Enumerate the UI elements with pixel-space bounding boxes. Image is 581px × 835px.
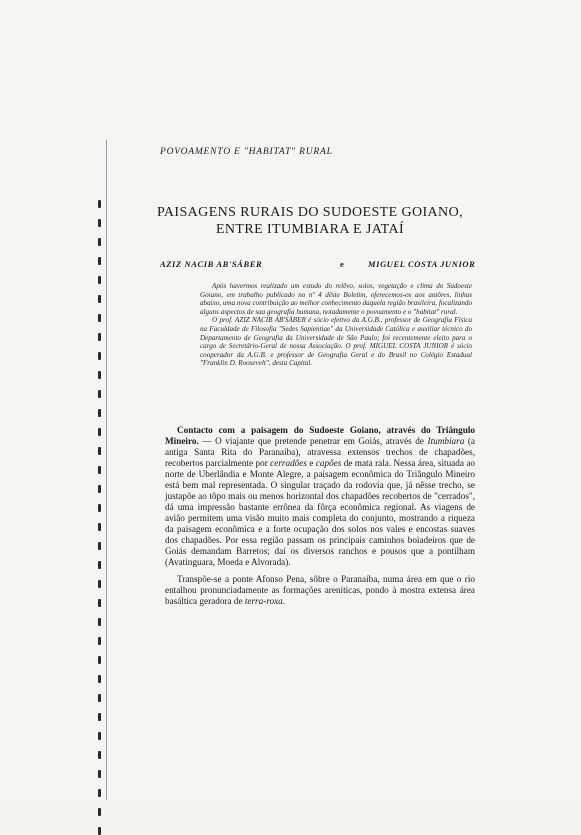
binding-edge <box>106 140 107 800</box>
binding-hole <box>98 599 101 607</box>
author-conjunction: e <box>340 259 345 269</box>
term-italic: cerradões <box>270 458 307 468</box>
binding-holes <box>96 140 106 800</box>
binding-hole <box>98 656 101 664</box>
binding-hole <box>98 694 101 702</box>
author-second: MIGUEL COSTA JUNIOR <box>368 259 476 269</box>
binding-hole <box>98 219 101 227</box>
binding-hole <box>98 352 101 360</box>
place-name-italic: Itumbiara <box>427 436 465 446</box>
binding-hole <box>98 789 101 797</box>
binding-hole <box>98 371 101 379</box>
body-text-run: . <box>282 596 286 606</box>
abstract-paragraph-2: O prof. AZIZ NACIB AB'SÁBER é sócio efetivo da A.G.B., professor de Geografia Física na Faculdade de Filosofia "Sedes Sapientiae" da Universidade Católica e auxiliar técnico do Departamento de Geografia da Universidade de São Paulo; foi recentemente eleito para o cargo de Secretário-Geral de nossa Associação. O prof. MIGUEL COSTA JUNIOR é sócio cooperador da A.G.B. e professor de Geografia Geral e do Brasil no Colégio Estadual "Franklin D. Roosevelt", desta Capital. <box>200 316 472 368</box>
body-text-run: de mata rala. Nessa área, situada ao norte de Uberlândia e Monte Alegre, a paisagem econômica do Triângulo Mineiro está bem mal representada. O singular traçado da rodovia que, já nêsse trecho, se justapõe ao tôpo mais ou menos horizontal dos chapadões recobertos de "cerrados", dá uma impressão bastante errônea da fôrça econômica regional. As viagens de avião permitem uma visão muito mais completa do conjunto, mostrando a riqueza da paisagem econômica e a forte ocupação dos solos nos vales e encostas suaves dos chapadões. Por essa região passam os principais caminhos boiadeiros que de Goiás demandam Barretos; daí os diversos ranchos e pousos que a pontilham (Avatinguara, Moeda e Alvorada). <box>165 458 475 567</box>
binding-hole <box>98 637 101 645</box>
running-head: POVOAMENTO E "HABITAT" RURAL <box>160 147 333 157</box>
body-paragraph-1 <box>165 425 475 568</box>
body-text-run: Transpõe-se a ponte Afonso Pena, sôbre o Paranaíba, numa área em que o rio entalhou pronunciadamente as formações areníticas, pondo à mostra extensa área basáltica geradora de <box>165 574 475 606</box>
binding-hole <box>98 200 101 208</box>
binding-hole <box>98 808 101 816</box>
binding-hole <box>98 675 101 683</box>
binding-hole <box>98 827 101 835</box>
binding-hole <box>98 466 101 474</box>
binding-hole <box>98 428 101 436</box>
body-text-run: e <box>306 458 316 468</box>
binding-hole <box>98 447 101 455</box>
binding-hole <box>98 409 101 417</box>
abstract-paragraph-1: Após havermos realizado um estudo do relêvo, solos, vegetação e clima do Sudoeste Goiano, em trabalho publicado no nº 4 dêste Boletim, oferecemos-os aos antôres, linhas abaixo, uma nova contribuição ao melhor conhecimento daquela região brasileira, focalizando alguns aspectos de sua geografia humana, notadamente o povoamento e o "habitat" rural. <box>200 282 472 316</box>
binding-hole <box>98 390 101 398</box>
article-title-line-1: PAISAGENS RURAIS DO SUDOESTE GOIANO, <box>157 205 463 220</box>
binding-hole <box>98 485 101 493</box>
body-paragraph-2 <box>165 574 475 607</box>
article-title-line-2: ENTRE ITUMBIARA E JATAÍ <box>215 222 405 237</box>
term-italic: capões <box>315 458 342 468</box>
binding-hole <box>98 713 101 721</box>
body-text-run: (a antiga Santa Rita do Paranaíba), atravessa extensos trechos de chapadões, recobertos parcialmente por <box>165 436 476 468</box>
binding-hole <box>98 542 101 550</box>
binding-hole <box>98 770 101 778</box>
binding-hole <box>98 732 101 740</box>
body-text-run: — O viajante que pretende penetrar em Goiás, através de <box>198 436 428 446</box>
binding-hole <box>98 561 101 569</box>
binding-hole <box>98 238 101 246</box>
binding-hole <box>98 295 101 303</box>
author-first: AZIZ NACIB AB'SÁBER <box>160 259 263 269</box>
binding-hole <box>98 523 101 531</box>
binding-hole <box>98 314 101 322</box>
term-italic: terra-roxa <box>244 596 283 606</box>
abstract <box>200 282 472 368</box>
binding-hole <box>98 276 101 284</box>
binding-hole <box>98 504 101 512</box>
binding-hole <box>98 257 101 265</box>
binding-hole <box>98 618 101 626</box>
binding-hole <box>98 580 101 588</box>
binding-hole <box>98 751 101 759</box>
binding-hole <box>98 333 101 341</box>
section-lead: Contacto com a paisagem do Sudoeste Goiano, através do Triângulo Mineiro. <box>165 425 475 446</box>
article-body <box>165 425 475 613</box>
